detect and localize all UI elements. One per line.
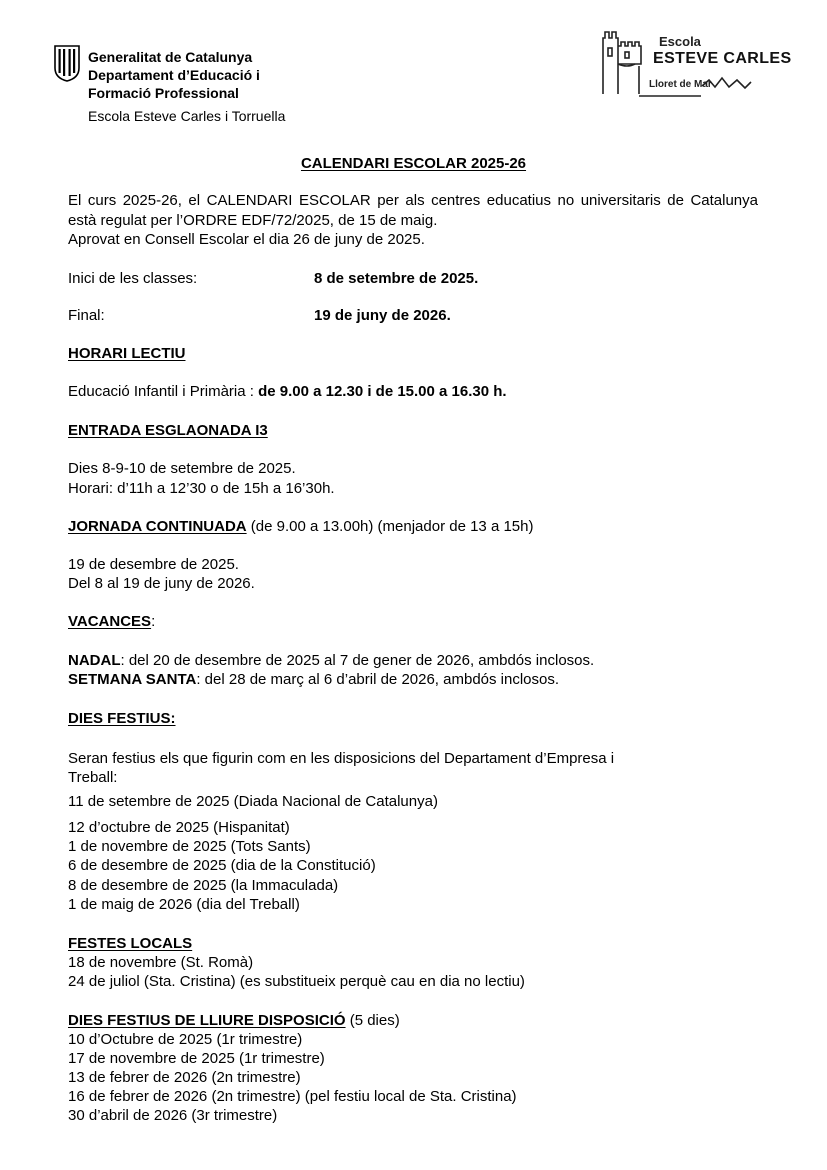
horari-value: de 9.00 a 12.30 i de 15.00 a 16.30 h. xyxy=(258,383,507,400)
festius-item: 6 de desembre de 2025 (dia de la Constitució) xyxy=(68,857,376,874)
nadal-text: : del 20 de desembre de 2025 al 7 de gener de 2026, ambdós inclosos. xyxy=(120,652,595,669)
setmana-santa-line xyxy=(68,670,559,690)
entrada-heading: ENTRADA ESGLAONADA I3 xyxy=(68,422,268,439)
end-label: Final: xyxy=(68,307,105,324)
locals-heading: FESTES LOCALS xyxy=(68,935,193,952)
lliure-item: 16 de febrer de 2026 (2n trimestre) (pel festiu local de Sta. Cristina) xyxy=(68,1088,517,1105)
nadal-line xyxy=(68,651,594,671)
vacances-colon: : xyxy=(151,613,156,630)
vacances-heading: VACANCES xyxy=(68,613,152,630)
lliure-item: 13 de febrer de 2026 (2n trimestre) xyxy=(68,1069,301,1086)
intro-paragraph: El curs 2025-26, el CALENDARI ESCOLAR per als centres educatius no universitaris de Catalunya està regulat per l’ORDRE EDF/72/2025, de 15 de maig. xyxy=(68,192,758,229)
end-value: 19 de juny de 2026. xyxy=(314,307,451,324)
lliure-item: 30 d’abril de 2026 (3r trimestre) xyxy=(68,1107,278,1124)
vacances-heading-line xyxy=(68,612,155,632)
school-logo xyxy=(597,24,792,98)
gov-line-3: Formació Professional xyxy=(88,85,239,101)
lliure-heading-line xyxy=(68,1011,400,1031)
festius-item: 1 de maig de 2026 (dia del Treball) xyxy=(68,896,300,913)
logo-line-1: Escola xyxy=(659,34,701,49)
gov-line-2: Departament d’Educació i xyxy=(88,67,260,83)
jornada-heading-line xyxy=(68,517,533,537)
festius-heading: DIES FESTIUS: xyxy=(68,710,176,727)
start-label: Inici de les classes: xyxy=(68,270,198,287)
gov-line-1: Generalitat de Catalunya xyxy=(88,49,253,65)
lliure-item: 17 de novembre de 2025 (1r trimestre) xyxy=(68,1050,325,1067)
festius-item: 12 d’octubre de 2025 (Hispanitat) xyxy=(68,819,290,836)
festius-intro-line-2: Treball: xyxy=(68,769,118,786)
lliure-item: 10 d’Octubre de 2025 (1r trimestre) xyxy=(68,1031,303,1048)
locals-item: 18 de novembre (St. Romà) xyxy=(68,954,254,971)
logo-line-2: ESTEVE CARLES xyxy=(653,50,792,67)
festius-item: 8 de desembre de 2025 (la Immaculada) xyxy=(68,877,339,894)
lliure-note: (5 dies) xyxy=(345,1012,400,1029)
setmana-santa-label: SETMANA SANTA xyxy=(68,671,197,688)
horari-label: Educació Infantil i Primària : xyxy=(68,383,259,400)
start-value: 8 de setembre de 2025. xyxy=(314,270,479,287)
school-name: Escola Esteve Carles i Torruella xyxy=(88,108,286,124)
logo-line-3: Lloret de Mar xyxy=(649,79,712,90)
festius-first: 11 de setembre de 2025 (Diada Nacional de Catalunya) xyxy=(68,793,438,810)
festius-item: 1 de novembre de 2025 (Tots Sants) xyxy=(68,838,311,855)
approved-line: Aprovat en Consell Escolar el dia 26 de juny de 2025. xyxy=(68,231,425,248)
page-title: CALENDARI ESCOLAR 2025-26 xyxy=(300,155,527,172)
entrada-line-2: Horari: d’11h a 12’30 o de 15h a 16’30h. xyxy=(68,480,335,497)
nadal-label: NADAL xyxy=(68,652,121,669)
jornada-heading: JORNADA CONTINUADA xyxy=(68,518,247,535)
horari-heading: HORARI LECTIU xyxy=(68,345,186,362)
lliure-heading: DIES FESTIUS DE LLIURE DISPOSICIÓ xyxy=(68,1012,346,1029)
setmana-santa-text: : del 28 de març al 6 d’abril de 2026, ambdós inclosos. xyxy=(196,671,560,688)
jornada-note: (de 9.00 a 13.00h) (menjador de 13 a 15h) xyxy=(246,518,534,535)
horari-line xyxy=(68,382,507,402)
jornada-line-2: Del 8 al 19 de juny de 2026. xyxy=(68,575,255,592)
generalitat-emblem xyxy=(53,44,81,82)
entrada-line-1: Dies 8-9-10 de setembre de 2025. xyxy=(68,460,296,477)
locals-item: 24 de juliol (Sta. Cristina) (es substitueix perquè cau en dia no lectiu) xyxy=(68,973,525,990)
jornada-line-1: 19 de desembre de 2025. xyxy=(68,556,239,573)
festius-intro-line-1: Seran festius els que figurin com en les disposicions del Departament d’Empresa i xyxy=(68,750,615,767)
